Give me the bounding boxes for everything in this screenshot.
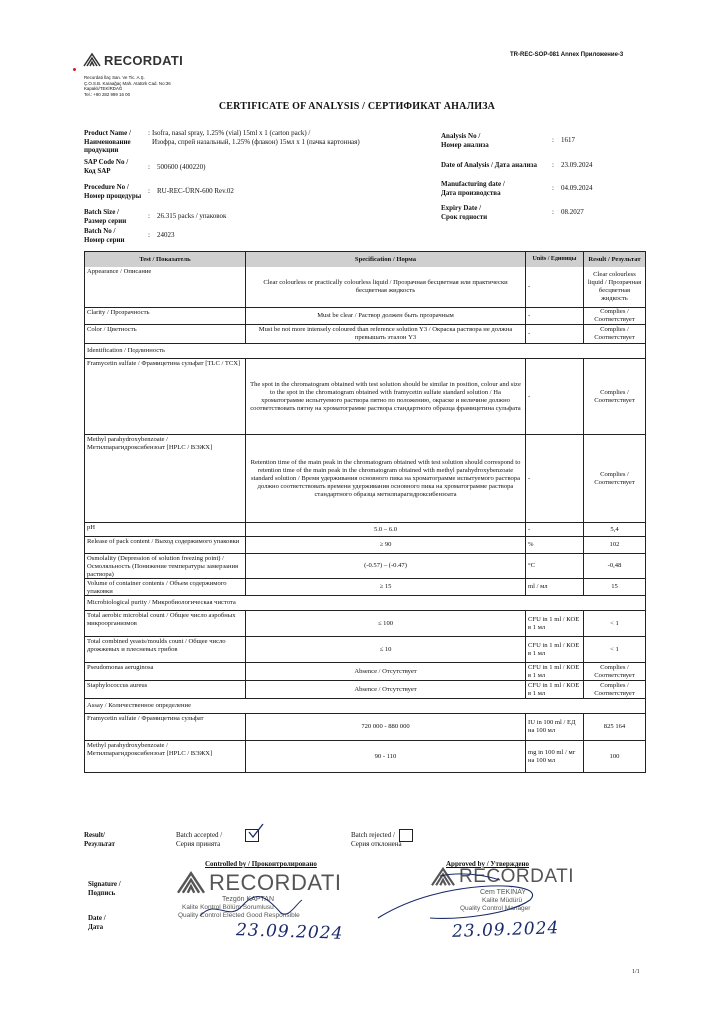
header-spec: Specification / Норма — [246, 252, 526, 267]
cell-unit: - — [526, 308, 584, 324]
cell-unit: - — [526, 267, 584, 307]
label-line: Batch rejected / — [351, 831, 395, 839]
header-units: Units / Единицы — [526, 252, 584, 267]
label-line: Номер серии — [84, 235, 125, 244]
product-value — [152, 129, 360, 146]
cell-result: 102 — [609, 541, 620, 548]
red-dot — [73, 68, 76, 71]
stamp-name: Cem TEKİNAY — [480, 889, 527, 896]
section-title: Identification / Подлинность — [87, 347, 166, 354]
cell-test: pH — [85, 523, 246, 536]
cell-result: Clear colourless liquid / Прозрачная бесцветная жидкость — [587, 271, 642, 302]
mfg-value: 04.09.2024 — [561, 184, 593, 192]
address-line: Ç.O.S.B. Karaağaç Mah. Atatürk Cad. No:36 — [84, 80, 171, 86]
value-line: Изофра, спрей назальный, 1.25% (флакон) 15мл х 1 (пачка картонная) — [152, 137, 360, 146]
label-line: Batch accepted / — [176, 831, 223, 839]
logo-text: RECORDATI — [104, 52, 184, 68]
cell-unit: - — [526, 359, 584, 434]
cell-spec: ≥ 90 — [246, 537, 526, 553]
address-line: Tel.: +90 282 999 16 00 — [84, 91, 131, 97]
cell-spec: ≤ 100 — [246, 611, 526, 636]
table-row — [85, 578, 645, 595]
cell-unit: IU in 100 ml / ЕД на 100 мл — [526, 714, 584, 740]
cell-unit: mg in 100 ml / мг на 100 мл — [526, 741, 584, 772]
cell-spec: 720 000 - 880 000 — [246, 714, 526, 740]
cell-result: 100 — [609, 752, 620, 760]
batch-size-value: 26.315 packs / упаковок — [157, 212, 227, 220]
header-test: Test / Показатель — [85, 252, 246, 267]
stamp-logo-text: RECORDATI — [209, 870, 342, 895]
cell-test: Pseudomonas aeruginosa — [85, 663, 246, 680]
table-row — [85, 267, 645, 307]
label-line: продукции — [84, 146, 119, 154]
label-line: Manufacturing date / — [441, 180, 505, 188]
cell-test: Total aerobic microbial count / Общее число аэробных микроорганизмов — [85, 611, 246, 636]
table-header-row — [85, 252, 645, 267]
cell-unit: CFU in 1 ml / КОЕ в 1 мл — [526, 611, 584, 636]
signature-label — [88, 880, 121, 897]
handwritten-date-left: 23.09.2024 — [235, 920, 344, 944]
table-row — [85, 553, 645, 578]
recordati-logo — [83, 52, 183, 68]
cell-test: Framycetin sulfate / Фрамицетина сульфат — [85, 714, 246, 740]
label-line: Размер серии — [84, 216, 127, 225]
cell-spec: Absence / Отсутствует — [246, 663, 526, 680]
cell-spec: 5.0 – 6.0 — [246, 523, 526, 536]
label-line: Procedure No / — [84, 183, 129, 191]
cell-result: Complies / Соответствует — [594, 470, 635, 486]
cell-test: Methyl parahydroxybenzoate / Метилпарагидроксибензоат [HPLC / ВЭЖХ] — [85, 741, 246, 772]
label-line: Подпись — [88, 888, 116, 897]
stamp-name: Tezgön KAPTAN — [222, 896, 275, 903]
cell-unit: - — [526, 523, 584, 536]
check-mark-icon — [247, 823, 265, 839]
analysis-value: 1617 — [561, 136, 575, 144]
label-line: Date / — [88, 914, 106, 922]
table-row — [85, 307, 645, 324]
table-row — [85, 324, 645, 343]
cell-unit: - — [526, 325, 584, 343]
cell-test: Framycetin sulfate / Фрамицетина сульфат [TLC / TCX] — [85, 359, 246, 434]
label-line: Серия отклонена — [351, 839, 402, 848]
expiry-label — [441, 204, 487, 221]
cell-unit: ml / мл — [526, 579, 584, 595]
cell-result: 5,4 — [610, 525, 619, 533]
batch-accepted-label — [176, 831, 222, 848]
label-line: Analysis No / — [441, 132, 481, 140]
cell-test: Total combined yeasts/moulds count / Общее число дрожжевых и плесневых грибов — [85, 637, 246, 662]
label-line: Batch Size / — [84, 208, 119, 216]
label-line: Номер анализа — [441, 140, 489, 149]
cell-result: 825 164 — [603, 723, 626, 730]
cell-spec: Must be clear / Раствор должен быть прозрачным — [246, 308, 526, 324]
label-line: Result/ — [84, 831, 105, 839]
expiry-value: 08.2027 — [561, 208, 584, 216]
page-number: 1/1 — [632, 969, 640, 975]
controlled-by-label: Controlled by / Проконтролировано — [205, 860, 317, 868]
cell-result: -0,48 — [607, 562, 622, 569]
batch-rejected-label — [351, 831, 402, 848]
cell-test: Osmolality (Depression of solution freezing point) / Осмоляльность (Понижение температуры замерзания раствора) — [85, 554, 246, 578]
cell-unit: - — [526, 435, 584, 522]
table-section-row — [85, 595, 645, 610]
label-line: Код SAP — [84, 166, 111, 175]
cell-spec: Absence / Отсутствует — [246, 681, 526, 698]
batch-accepted-checkbox[interactable] — [245, 829, 259, 847]
stamp-role: Kalite Müdürü — [482, 897, 523, 904]
product-label — [84, 129, 131, 155]
cell-test: Color / Цветность — [85, 325, 246, 343]
label-line: Срок годности — [441, 212, 488, 221]
date-analysis-value: 23.09.2024 — [561, 161, 593, 169]
cell-spec: 90 - 110 — [246, 741, 526, 772]
result-label — [84, 831, 115, 848]
cell-unit: CFU in 1 ml / КОЕ в 1 мл — [526, 663, 584, 680]
document-reference: TR-REC-SOP-081 Annex Приложение-3 — [510, 52, 624, 58]
table-section-row — [85, 698, 645, 713]
stamp-role: Kalite Kontrol Bölüm Sorumlusu — [182, 904, 274, 911]
analysis-label — [441, 132, 489, 149]
stamp-role-en: Quality Control Elected Good Responsible — [178, 912, 300, 919]
cell-result: Complies / Соответствует — [594, 326, 635, 341]
mfg-label — [441, 180, 505, 197]
batch-size-label — [84, 208, 126, 225]
cell-test: Staphylococcus aureus — [85, 681, 246, 698]
cell-unit: % — [526, 537, 584, 553]
cell-result: < 1 — [610, 619, 619, 627]
recordati-logo-icon — [83, 52, 101, 68]
cell-test: Methyl parahydroxybenzoate / Метилпарагидроксибензоат [HPLC / ВЭЖХ] — [85, 435, 246, 522]
label-line: Batch No / — [84, 227, 116, 235]
address-line: Recordati İlaç San. Ve Tic. A.Ş. — [84, 75, 145, 80]
cell-result: 15 — [611, 583, 618, 590]
procedure-label — [84, 183, 141, 200]
cell-spec: ≤ 10 — [246, 637, 526, 662]
stamp-role-en: Quality Control Manager — [460, 905, 531, 912]
table-row — [85, 358, 645, 434]
sap-value: 500600 (400220) — [157, 163, 206, 171]
label-line: Signature / — [88, 880, 121, 888]
batch-rejected-checkbox[interactable] — [399, 829, 413, 847]
sap-label — [84, 158, 128, 175]
cell-unit: CFU in 1 ml / КОЕ в 1 мл — [526, 637, 584, 662]
address-line: Kapaklı/TEKİRDAĞ — [84, 86, 123, 92]
table-row — [85, 680, 645, 698]
section-title: Microbiological purity / Микробиологическая чистота — [87, 599, 236, 606]
results-table — [84, 251, 646, 773]
table-section-row — [85, 343, 645, 358]
table-row — [85, 522, 645, 536]
label-line: SAP Code No / — [84, 158, 129, 166]
handwritten-date-right: 23.09.2024 — [451, 918, 560, 942]
cell-spec: Retention time of the main peak in the chromatogram obtained with test solution should correspond to retention time of the main peak in the chromatogram obtained with methyl parahydroxybenzoate standard solution / Время удерживания основного пика на хроматограмме испытуемого раствора должно соответствовать времени удерживания основного пика на хроматограмме раствора стандартного образца метилпарагидроксибензоата — [246, 435, 526, 522]
label-line: Наименование — [84, 137, 131, 146]
cell-spec: (-0.57) – (-0.47) — [246, 554, 526, 578]
table-row — [85, 662, 645, 680]
label-line: Результат — [84, 839, 115, 848]
value-line: Isofra, nasal spray, 1.25% (vial) 15ml x 1 (carton pack) / — [152, 129, 311, 137]
label-line: Номер процедуры — [84, 191, 142, 200]
table-row — [85, 713, 645, 740]
cell-test: Release of pack content / Выход содержимого упаковки — [85, 537, 246, 553]
header-result: Result / Результат — [584, 252, 645, 267]
batch-no-value: 24023 — [157, 231, 175, 239]
cell-unit: CFU in 1 ml / КОЕ в 1 мл — [526, 681, 584, 698]
table-row — [85, 434, 645, 522]
approved-by-label: Approved by / Утверждено — [446, 860, 530, 868]
stamp-logo-text: RECORDATI — [459, 866, 574, 887]
table-row — [85, 610, 645, 636]
cell-test: Clarity / Прозрачность — [85, 308, 246, 324]
table-row — [85, 636, 645, 662]
cell-test: Appearance / Описание — [85, 267, 246, 307]
cell-test: Volume of container contents / Объем содержимого упаковки — [85, 579, 246, 595]
procedure-value: RU-REC-ÜRN-600 Rev.02 — [157, 187, 234, 195]
company-address — [84, 75, 171, 97]
label-line: Серия принята — [176, 839, 221, 848]
label-line: Expiry Date / — [441, 204, 482, 212]
cell-spec: Must be not more intensely coloured than reference solution Y3 / Окраска раствора не должна превышать эталон Y3 — [246, 325, 526, 343]
label-line: Дата производства — [441, 188, 501, 197]
section-title: Assay / Количественное определение — [87, 702, 192, 709]
cell-result: Complies / Соответствует — [594, 388, 635, 404]
table-row — [85, 536, 645, 553]
label-line: Product Name / — [84, 129, 131, 137]
cell-spec: The spot in the chromatogram obtained with test solution should be similar in position, colour and size to the spot in the chromatogram obtained with framycetin sulfate standard solution / На хроматограмме испытуемого раствора пятно по положению, окраске и величине должно соответствовать пятну на хроматограмме раствора стандартного образца фрамицетина сульфата — [246, 359, 526, 434]
batch-no-label — [84, 227, 125, 244]
cell-result: < 1 — [610, 645, 619, 653]
cell-result: Complies / Соответствует — [594, 681, 635, 697]
cell-result: Complies / Соответствует — [594, 663, 635, 679]
page-title: CERTIFICATE OF ANALYSIS / СЕРТИФИКАТ АНАЛИЗА — [218, 101, 496, 112]
date-label — [88, 914, 106, 931]
table-row — [85, 740, 645, 772]
signature-left — [196, 892, 306, 924]
cell-spec: Clear colourless or practically colourless liquid / Прозрачная бесцветная или практически бесцветная жидкость — [246, 267, 526, 307]
cell-unit: °C — [526, 554, 584, 578]
label-line: Дата — [88, 922, 104, 931]
cell-result: Complies / Соответствует — [594, 308, 635, 323]
cell-spec: ≥ 15 — [246, 579, 526, 595]
date-analysis-label: Date of Analysis / Дата анализа — [441, 161, 537, 169]
